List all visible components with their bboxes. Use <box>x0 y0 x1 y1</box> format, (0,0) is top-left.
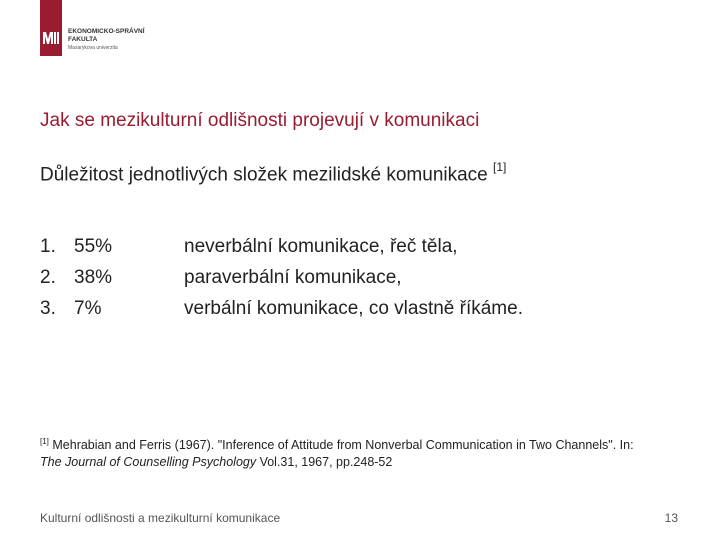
list-item <box>40 231 523 262</box>
list-item <box>40 293 523 324</box>
item-description: neverbální komunikace, řeč těla, <box>184 236 458 257</box>
subtitle-reference: [1] <box>493 160 507 174</box>
logo-mark-icon <box>40 0 62 56</box>
footnote-text-1: Mehrabian and Ferris (1967). "Inference of Attitude from Nonverbal Communication in Two Channels". In: <box>48 438 634 453</box>
slide-subtitle <box>40 162 506 186</box>
logo-text <box>68 28 145 52</box>
item-number: 1. <box>40 236 56 257</box>
footnote-journal: The Journal of Counselling Psychology <box>40 455 257 470</box>
subtitle-text: Důležitost jednotlivých složek mezilidské komunikace <box>40 164 494 186</box>
item-description: verbální komunikace, co vlastně říkáme. <box>184 298 523 319</box>
item-description: paraverbální komunikace, <box>184 267 402 288</box>
list-item <box>40 262 523 293</box>
faculty-logo <box>40 0 180 56</box>
footnote <box>40 433 640 471</box>
footnote-text-2: Vol.31, 1967, pp.248-52 <box>256 455 393 470</box>
item-percentage: 7% <box>74 298 102 319</box>
communication-components-list <box>40 231 523 324</box>
logo-line-2: FAKULTA <box>68 36 98 43</box>
logo-line-1: EKONOMICKO-SPRÁVNÍ <box>68 28 145 35</box>
footer-title: Kulturní odlišnosti a mezikulturní komunikace <box>40 511 281 525</box>
item-percentage: 38% <box>74 267 113 288</box>
slide-title: Jak se mezikulturní odlišnosti projevují v komunikaci <box>40 110 480 131</box>
item-number: 2. <box>40 267 56 288</box>
logo-line-3: Masarykova univerzita <box>68 45 118 51</box>
page-number: 13 <box>664 511 678 525</box>
item-percentage: 55% <box>74 236 113 257</box>
item-number: 3. <box>40 298 56 319</box>
footnote-reference: [1] <box>40 437 49 446</box>
